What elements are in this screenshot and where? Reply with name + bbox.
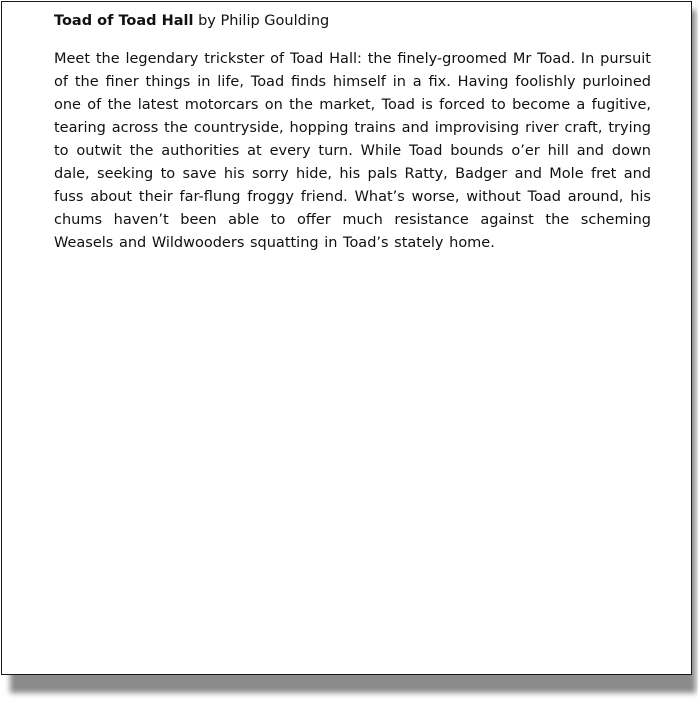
synopsis-paragraph: Meet the legendary trickster of Toad Hall: the finely-groomed Mr Toad. In pursuit of the finer things in life, Toad finds himself in a fix. Having foolishly purloined one of the latest motorcars on the market, Toad is forced to become a fugitive, tearing across the countryside, hopping trains and improvising river craft, trying to outwit the authorities at every turn. While Toad bounds o’er hill and down dale, seeking to save his sorry hide, his pals Ratty, Badger and Mole fret and fuss about their far-flung froggy friend. What’s worse, without Toad around, his chums haven’t been able to offer much resistance against the scheming Weasels and Wildwooders squatting in Toad’s stately home. xyxy=(54,51,651,251)
document-heading xyxy=(54,10,651,33)
document-page xyxy=(1,1,692,675)
document-content xyxy=(54,10,651,255)
book-title: Toad of Toad Hall xyxy=(54,13,194,29)
author-byline: by Philip Goulding xyxy=(193,13,330,29)
